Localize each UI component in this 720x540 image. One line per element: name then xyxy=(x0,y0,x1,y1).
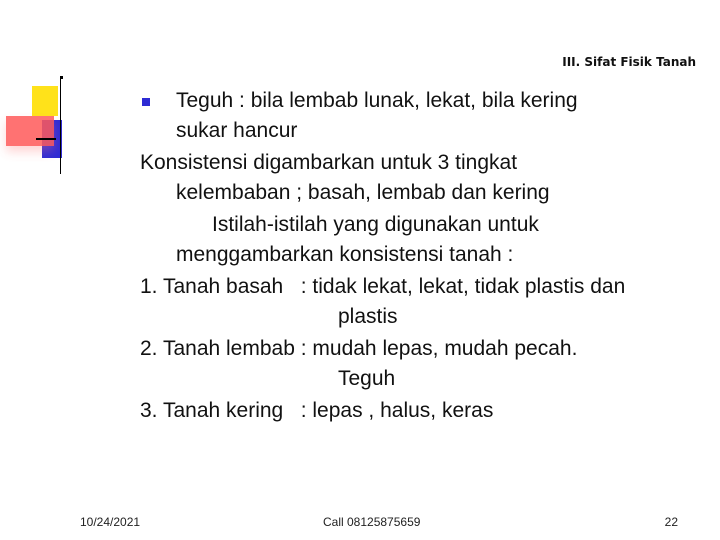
body-line-9: 2. Tanah lembab : mudah lepas, mudah pecah. xyxy=(140,337,578,360)
body-line-2: sukar hancur xyxy=(176,119,298,142)
body-line-1: Teguh : bila lembab lunak, lekat, bila kering xyxy=(176,89,578,112)
divider-dot xyxy=(60,76,63,79)
red-square xyxy=(6,116,54,146)
body-line-3: Konsistensi digambarkan untuk 3 tingkat xyxy=(140,151,518,174)
slide-title: III. Sifat Fisik Tanah xyxy=(562,55,696,69)
vertical-divider xyxy=(60,78,61,174)
slide-logo-decoration xyxy=(0,0,80,170)
horizontal-divider xyxy=(36,138,56,140)
body-line-10: Teguh xyxy=(338,367,396,390)
page-number: 22 xyxy=(664,515,678,529)
body-line-4: kelembaban ; basah, lembab dan kering xyxy=(176,181,550,204)
body-line-8: plastis xyxy=(338,305,398,328)
yellow-square xyxy=(32,86,58,116)
footer-date: 10/24/2021 xyxy=(80,515,141,529)
body-line-11: 3. Tanah kering : lepas , halus, keras xyxy=(140,399,494,422)
footer-contact: Call 08125875659 xyxy=(323,515,421,529)
body-line-6: menggambarkan konsistensi tanah : xyxy=(176,243,514,266)
square-bullet-icon xyxy=(142,98,150,106)
body-line-7: 1. Tanah basah : tidak lekat, lekat, tidak plastis dan xyxy=(140,275,626,298)
body-line-5: Istilah-istilah yang digunakan untuk xyxy=(212,213,539,236)
